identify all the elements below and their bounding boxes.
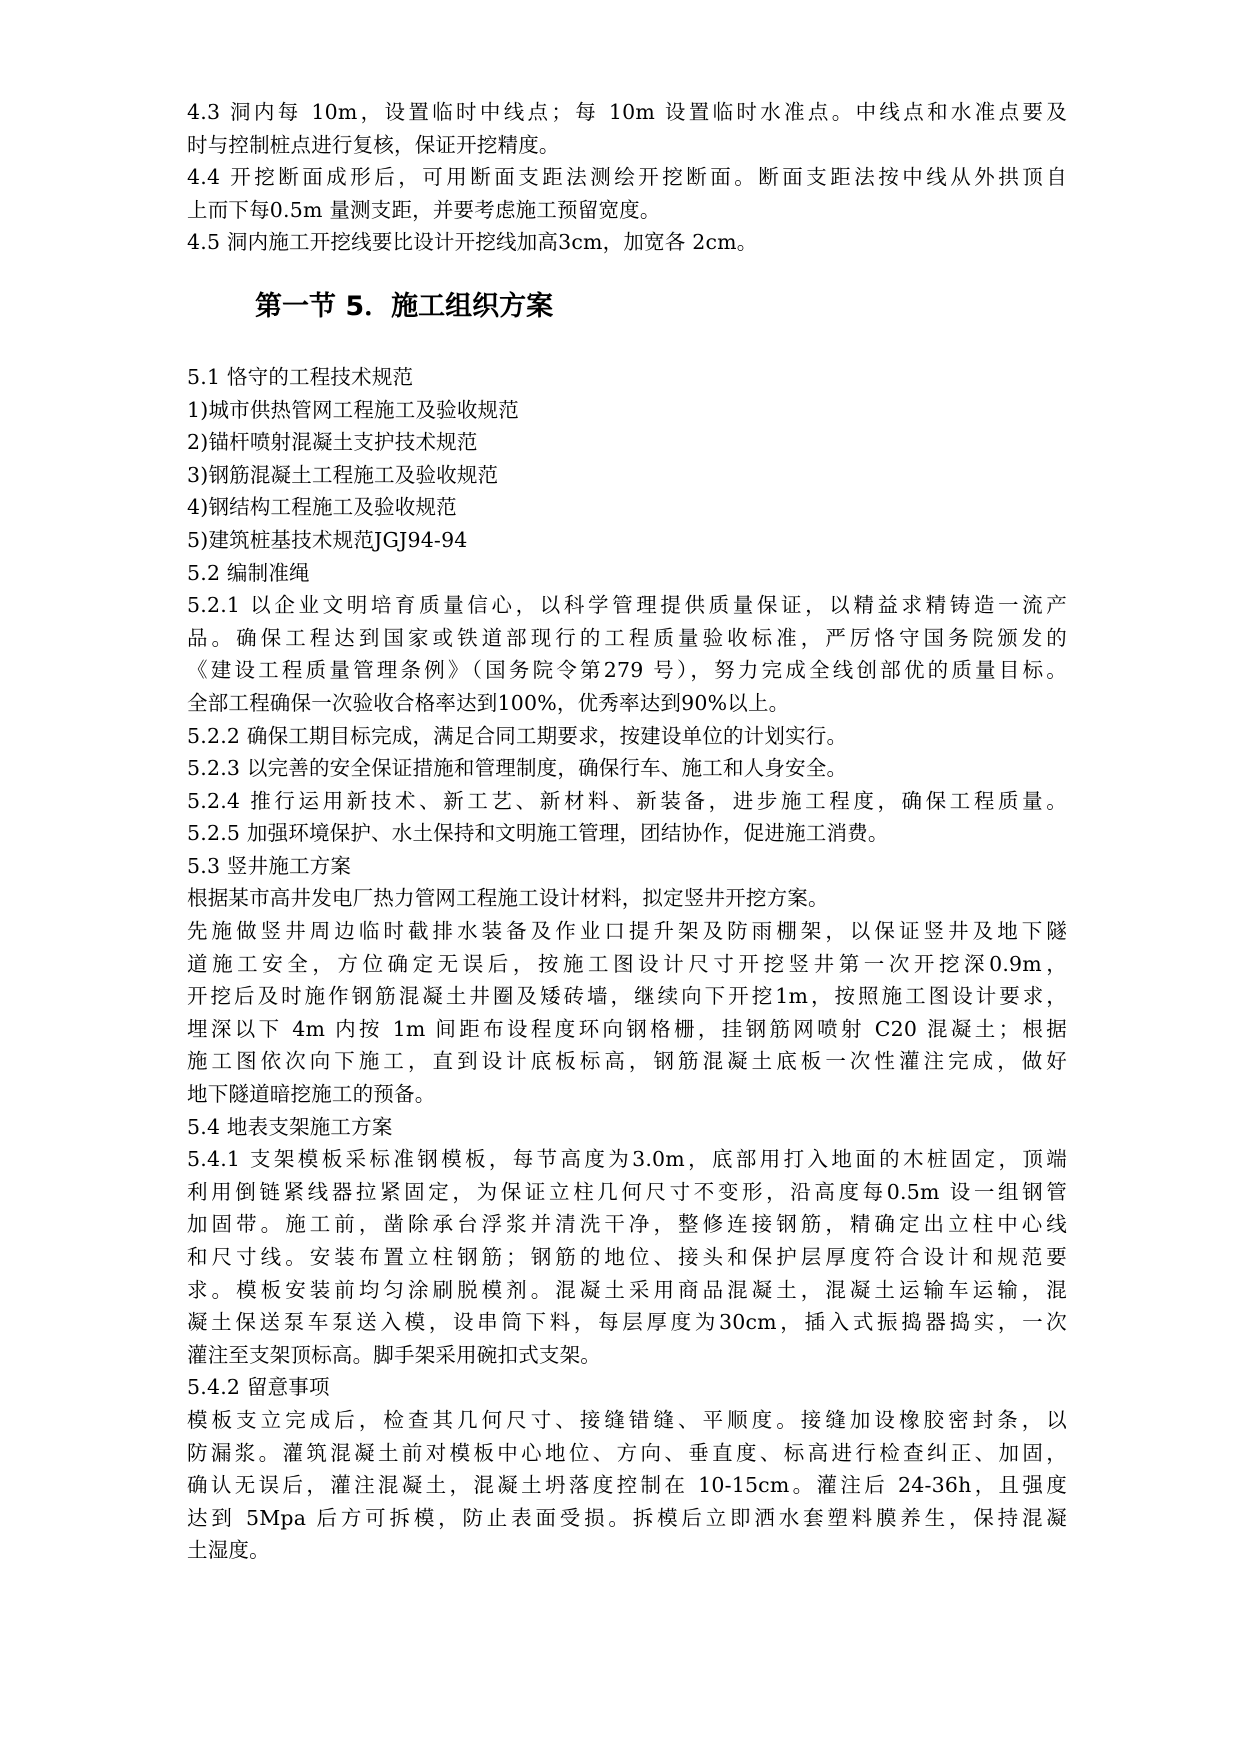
paragraph-line: 开挖后及时施作钢筋混凝土井圈及矮砖墙，继续向下开挖1m，按照施工图设计要求，: [187, 984, 1067, 1009]
paragraph-line: 埋深以下 4m 内按 1m 间距布设程度环向钢格栅，挂钢筋网喷射 C20 混凝土；根据: [187, 1016, 1067, 1041]
paragraph-line: 2)锚杆喷射混凝土支护技术规范: [187, 430, 478, 455]
paragraph-line: 时与控制桩点进行复核，保证开挖精度。: [187, 132, 560, 157]
paragraph-line: 5.4.2 留意事项: [187, 1375, 330, 1400]
paragraph-line: 5.2.5 加强环境保护、水土保持和文明施工管理，团结协作，促进施工消费。: [187, 821, 889, 846]
paragraph-line: 地下隧道暗挖施工的预备。: [187, 1082, 436, 1107]
paragraph-line: 施工图依次向下施工，直到设计底板标高，钢筋混凝土底板一次性灌注完成，做好: [187, 1049, 1067, 1074]
section-4-block: [187, 96, 1067, 259]
paragraph-line: 《建设工程质量管理条例》（国务院令第279 号），努力完成全线创部优的质量目标。: [187, 658, 1067, 683]
section-5-block: [187, 361, 1067, 1567]
paragraph-line: 模板支立完成后，检查其几何尺寸、接缝错缝、平顺度。接缝加设橡胶密封条，以: [187, 1407, 1067, 1432]
document-page: [187, 96, 1067, 1567]
paragraph-line: 土湿度。: [187, 1538, 270, 1563]
paragraph-line: 5.2 编制准绳: [187, 560, 310, 585]
paragraph-line: 1)城市供热管网工程施工及验收规范: [187, 397, 519, 422]
section-heading: 第一节 5．施工组织方案: [255, 290, 554, 322]
paragraph-line: 4)钢结构工程施工及验收规范: [187, 495, 457, 520]
paragraph-line: 5.4 地表支架施工方案: [187, 1114, 393, 1139]
paragraph-line: 凝土保送泵车泵送入模，设串筒下料，每层厚度为30cm，插入式振捣器捣实，一次: [187, 1310, 1067, 1335]
paragraph-line: 5.2.3 以完善的安全保证措施和管理制度，确保行车、施工和人身安全。: [187, 756, 848, 781]
paragraph-line: 达到 5Mpa 后方可拆模，防止表面受损。拆模后立即洒水套塑料膜养生，保持混凝: [187, 1505, 1067, 1530]
paragraph-line: 4.5 洞内施工开挖线要比设计开挖线加高3cm，加宽各 2cm。: [187, 230, 758, 255]
paragraph-line: 5.1 恪守的工程技术规范: [187, 364, 414, 389]
paragraph-line: 5.2.4 推行运用新技术、新工艺、新材料、新装备，进步施工程度，确保工程质量。: [187, 788, 1067, 813]
paragraph-line: 5.2.1 以企业文明培育质量信心，以科学管理提供质量保证，以精益求精铸造一流产: [187, 593, 1067, 618]
paragraph-line: 灌注至支架顶标高。脚手架采用碗扣式支架。: [187, 1342, 601, 1367]
paragraph-line: 上而下每0.5m 量测支距，并要考虑施工预留宽度。: [187, 197, 661, 222]
paragraph-line: 求。模板安装前均匀涂刷脱模剂。混凝土采用商品混凝土，混凝土运输车运输，混: [187, 1277, 1067, 1302]
paragraph-line: 根据某市高井发电厂热力管网工程施工设计材料，拟定竖井开挖方案。: [187, 886, 829, 911]
paragraph-line: 5.2.2 确保工期目标完成，满足合同工期要求，按建设单位的计划实行。: [187, 723, 848, 748]
paragraph-line: 5.3 竖井施工方案: [187, 853, 352, 878]
paragraph-line: 防漏浆。灌筑混凝土前对模板中心地位、方向、垂直度、标高进行检查纠正、加固，: [187, 1440, 1067, 1465]
paragraph-line: 和尺寸线。安装布置立柱钢筋；钢筋的地位、接头和保护层厚度符合设计和规范要: [187, 1245, 1067, 1269]
paragraph-line: 道施工安全，方位确定无误后，按施工图设计尺寸开挖竖井第一次开挖深0.9m，: [187, 951, 1067, 976]
paragraph-line: 全部工程确保一次验收合格率达到100%，优秀率达到90%以上。: [187, 690, 790, 715]
paragraph-line: 利用倒链紧线器拉紧固定，为保证立柱几何尺寸不变形，沿高度每0.5m 设一组钢管: [187, 1179, 1067, 1204]
paragraph-line: 5)建筑桩基技术规范JGJ94-94: [187, 527, 468, 552]
paragraph-line: 4.3 洞内每 10m，设置临时中线点；每 10m 设置临时水准点。中线点和水准点要及: [187, 100, 1067, 124]
paragraph-line: 先施做竖井周边临时截排水装备及作业口提升架及防雨棚架，以保证竖井及地下隧: [187, 919, 1067, 944]
paragraph-line: 加固带。施工前，凿除承台浮浆并清洗干净，整修连接钢筋，精确定出立柱中心线: [187, 1212, 1067, 1237]
paragraph-line: 4.4 开挖断面成形后，可用断面支距法测绘开挖断面。断面支距法按中线从外拱顶自: [187, 165, 1067, 190]
paragraph-line: 确认无误后，灌注混凝土，混凝土坍落度控制在 10-15cm。灌注后 24-36h，且强度: [187, 1473, 1067, 1498]
paragraph-line: 5.4.1 支架模板采标准钢模板，每节高度为3.0m，底部用打入地面的木桩固定，顶端: [187, 1147, 1067, 1172]
paragraph-line: 品。确保工程达到国家或铁道部现行的工程质量验收标准，严厉恪守国务院颁发的: [187, 625, 1067, 650]
paragraph-line: 3)钢筋混凝土工程施工及验收规范: [187, 462, 499, 487]
